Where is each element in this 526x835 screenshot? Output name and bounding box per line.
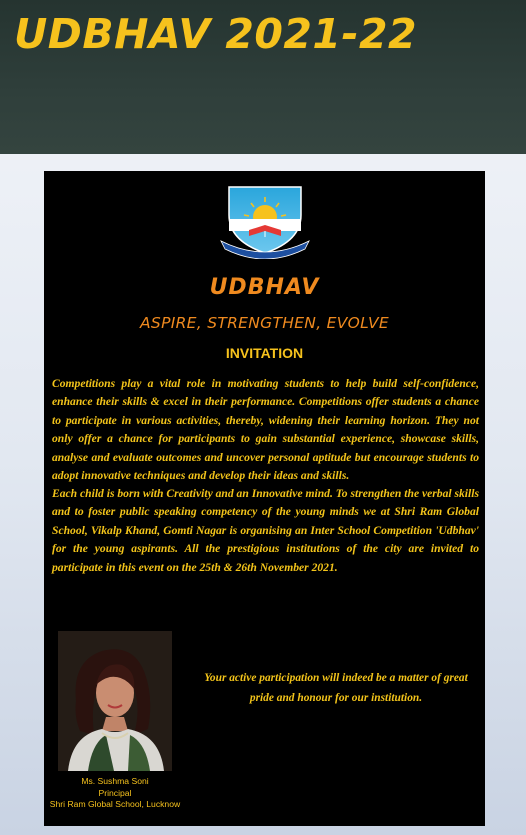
principal-designation: Principal: [98, 787, 132, 798]
school-name: Shri Ram Global School, Lucknow: [49, 799, 181, 809]
invitation-paragraph-1: Competitions play a vital role in motivating students to help build self-confidence, enhance their skills & excel in their performance. Competitions offer students a chance to participate in various activities, thereby, widening their learning horizon. They not only offer a chance for participants to gain substantial experience, showcase skills, analyse and evaluate outcomes and uncover personal aptitude but encourage students to adopt innovative techniques and develop their ideas and skills.: [52, 377, 479, 483]
principal-photo: [58, 631, 172, 771]
event-tagline: ASPIRE, STRENGTHEN, EVOLVE: [140, 314, 389, 332]
invitation-paragraph-2: Each child is born with Creativity and an Innovative mind. To strengthen the verbal skills and to foster public speaking competency of the young minds we at Shri Ram Global School, Vikalp Khand, Gomti Nagar is organising an Inter School Competition 'Udbhav' for the young aspirants. All the prestigious institutions of the city are invited to participate in this event on the 25th & 26th November 2021.: [52, 487, 479, 574]
header-banner: [0, 0, 526, 154]
invitation-poster: [44, 171, 485, 826]
school-crest-icon: [215, 183, 315, 259]
invitation-heading: INVITATION: [225, 345, 304, 361]
page-title: UDBHAV 2021-22: [14, 10, 418, 58]
signatory-caption: [48, 776, 182, 811]
closing-message: Your active participation will indeed be a matter of great pride and honour for our institution.: [204, 672, 468, 704]
event-title: UDBHAV: [209, 275, 320, 300]
principal-name: Ms. Sushma Soni: [81, 776, 149, 786]
